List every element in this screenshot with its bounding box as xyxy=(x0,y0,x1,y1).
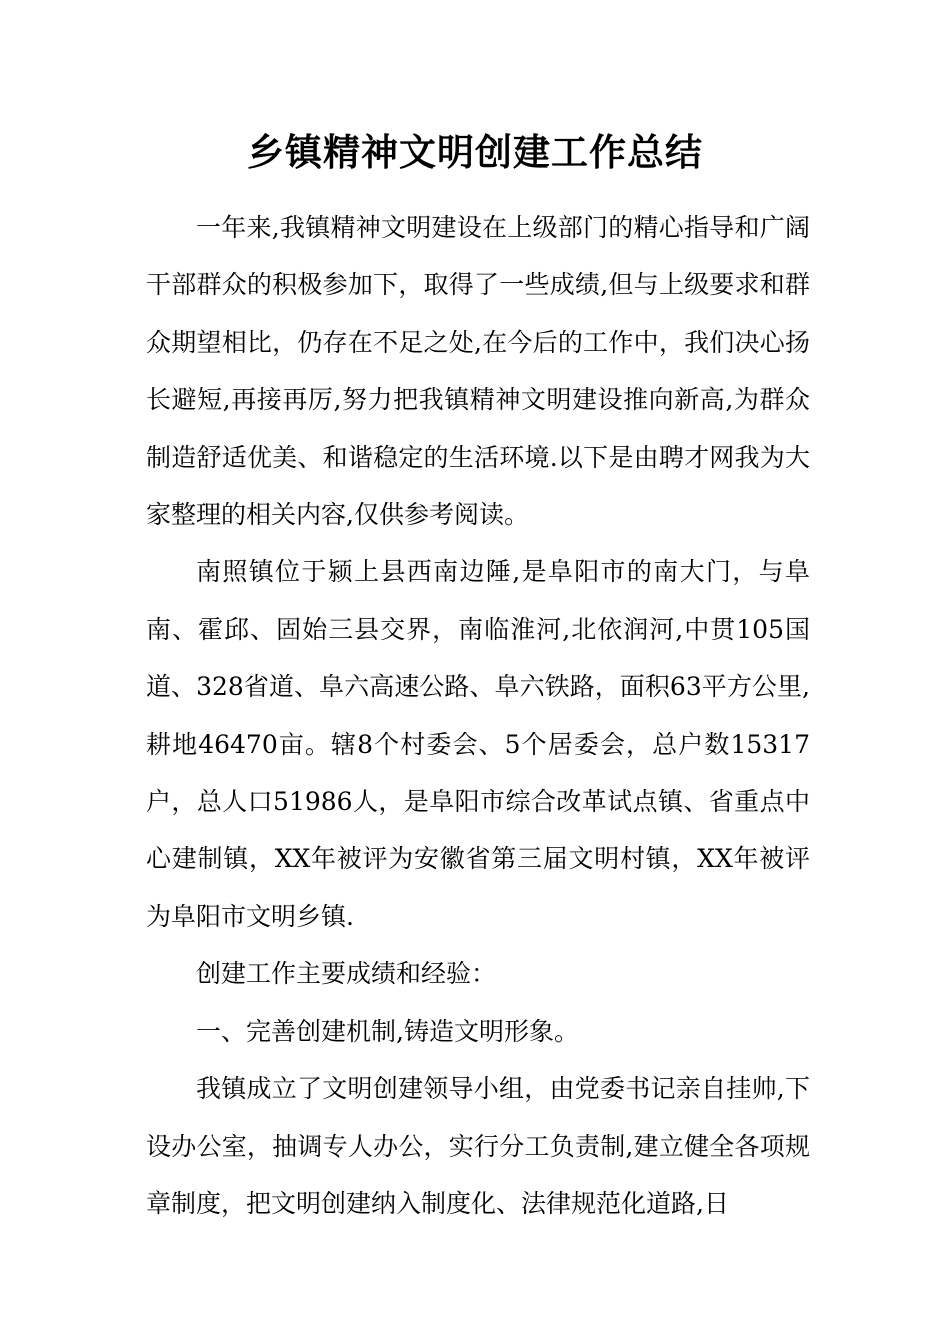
paragraph-intro: 一年来,我镇精神文明建设在上级部门的精心指导和广阔干部群众的积极参加下，取得了一些成绩,但与上级要求和群众期望相比，仍存在不足之处,在今后的工作中，我们决心扬长避短,再接再厉,努力把我镇精神文明建设推向新高,为群众制造舒适优美、和谐稳定的生活环境.以下是由聘才网我为大家整理的相关内容,仅供参考阅读。 xyxy=(146,213,810,530)
paragraph-section-heading: 创建工作主要成绩和经验： xyxy=(196,959,497,989)
page-title: 乡镇精神文明创建工作总结 xyxy=(247,131,703,174)
paragraph-town-profile: 南照镇位于颍上县西南边陲,是阜阳市的南大门，与阜南、霍邱、固始三县交界，南临淮河,北依润河,中贯105国道、328省道、阜六高速公路、阜六铁路，面积63平方公里,耕地46470亩。辖8个村委会、5个居委会，总户数15317户，总人口51986人，是阜阳市综合改革试点镇、省重点中心建制镇，XX年被评为安徽省第三届文明村镇，XX年被评为阜阳市文明乡镇. xyxy=(146,557,810,931)
paragraph-subheading-one: 一、完善创建机制,铸造文明形象。 xyxy=(196,1016,579,1046)
paragraph-mechanism: 我镇成立了文明创建领导小组，由党委书记亲自挂帅,下设办公室，抽调专人办公，实行分工负责制,建立健全各项规章制度，把文明创建纳入制度化、法律规范化道路,日 xyxy=(146,1074,810,1218)
document-body xyxy=(146,199,810,1232)
